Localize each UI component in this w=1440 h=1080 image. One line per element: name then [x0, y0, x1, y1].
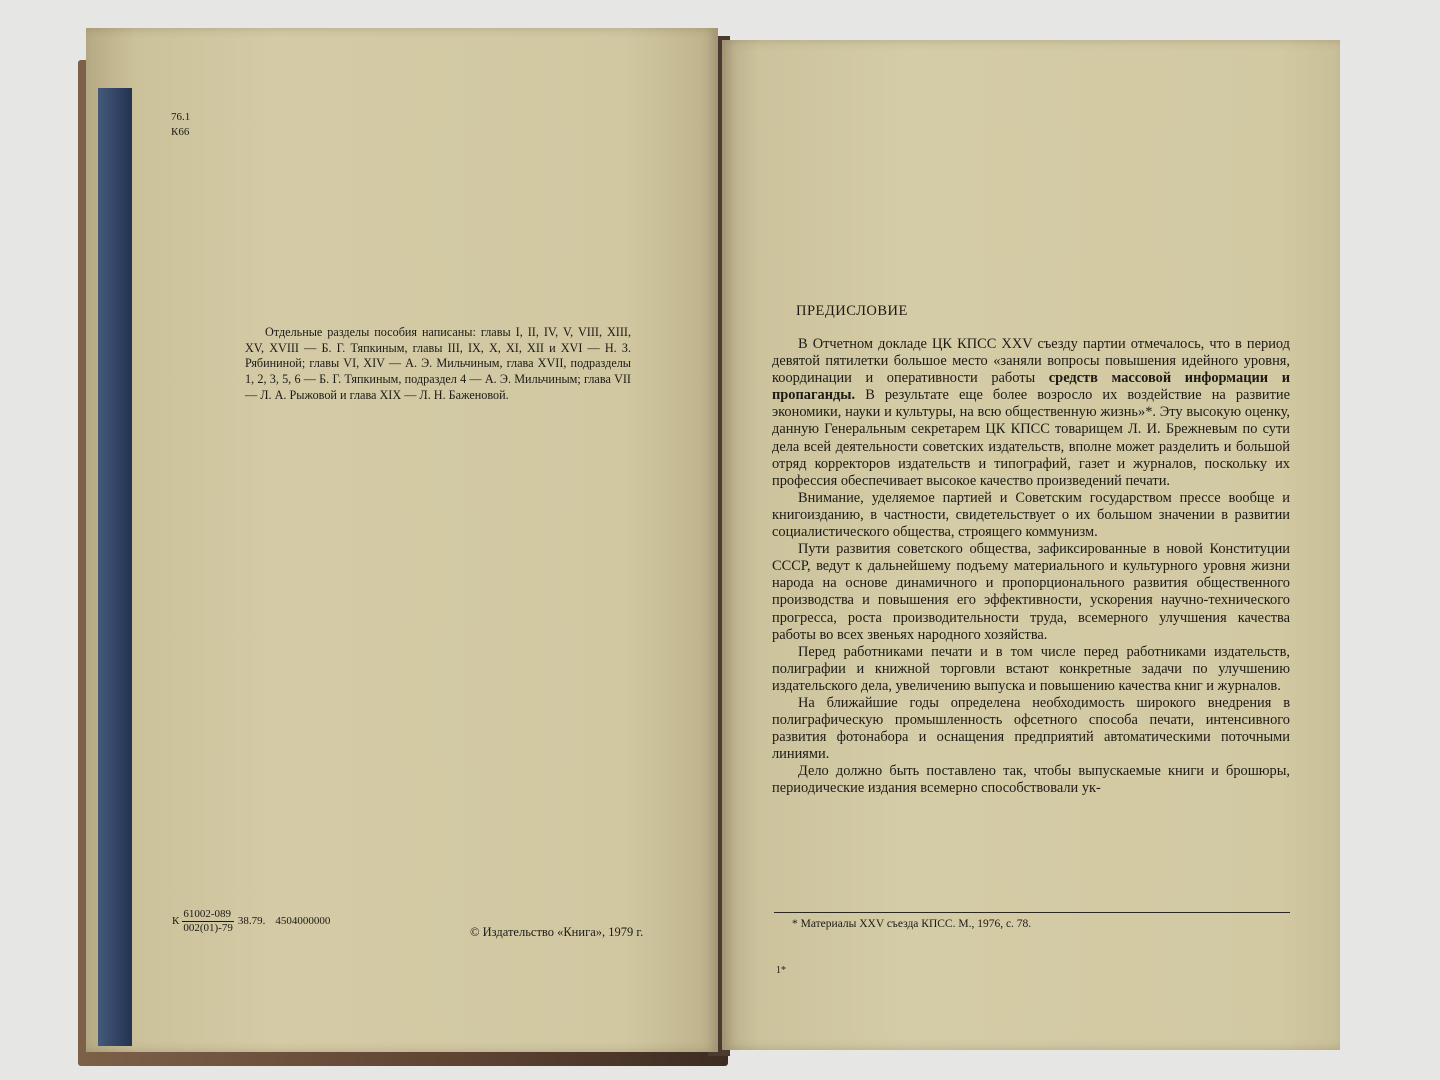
page-title: ПРЕДИСЛОВИЕ	[796, 303, 908, 319]
paragraph: Пути развития советского общества, зафиксированные в новой Конституции СССР, ведут к дальнейшему подъему материального и культурного уровня жизни народа на основе динамичного и пропорционального развития общественного производства и повышения его эффективности, ускорения научно-технического прогресса, роста производительности труда, всемерного улучшения качества работы во всех звеньях народного хозяйства.	[772, 541, 1290, 643]
author-mark: К66	[171, 126, 190, 138]
credits-text: Отдельные разделы пособия написаны: главы I, II, IV, V, VIII, XIII, XV, XVIII — Б. Г. Тяпкиным, главы III, IX, X, XI, XII и XVI — Н. З. Рябининой; главы VI, XIV — А. Э. Мильчиным, глава XVII, подразделы 1, 2, 3, 5, 6 — Б. Г. Тяпкиным, подраздел 4 — А. Э. Мильчиным; глава VII — Л. А. Рыжовой и глава XIX — Л. Н. Баженовой.	[245, 325, 631, 402]
paragraph: Внимание, уделяемое партией и Советским государством прессе вообще и книгоизданию, в частности, свидетельствует о их большом значении в развитии социалистического общества, строящего коммунизм.	[772, 489, 1290, 541]
classification-code: 76.1	[171, 111, 191, 123]
imprint-fraction	[182, 908, 234, 935]
footnote: * Материалы XXV съезда КПСС. М., 1976, с. 78.	[792, 918, 1032, 930]
paragraph: Дело должно быть поставлено так, чтобы выпускаемые книги и брошюры, периодические издания всемерно способствовали ук-	[772, 763, 1290, 797]
imprint-letter: К	[172, 915, 180, 927]
paragraph: На ближайшие годы определена необходимость широкого внедрения в полиграфическую промышленность офсетного способа печати, интенсивного развития фотонабора и оснащения предприятий автоматическими поточными линиями.	[772, 694, 1290, 763]
imprint-code: 4504000000	[275, 915, 331, 927]
paragraph-text: В результате еще более возросло их воздействие на развитие экономики, науки и культуры, на всю общественную жизнь»*. Эту высокую оценку, данную Генеральным секретарем ЦК КПСС товарищем Л. И. Брежневым по сути дела всей деятельности советских издательств, вполне может разделить и большой отряд корректоров издательств и типографий, газет и журналов, поскольку их профессия обеспечивает высокое качество произведений печати.	[772, 387, 1290, 489]
paragraph: Перед работниками печати и в том числе перед работниками издательств, полиграфии и книжной торговли встают конкретные задачи по улучшению издательского дела, увеличению выпуска и повышению качества книг и журналов.	[772, 643, 1290, 694]
preface-body	[772, 336, 1290, 798]
imprint-price-code: 38.79.	[237, 915, 266, 927]
copyright-notice: © Издательство «Книга», 1979 г.	[470, 925, 644, 939]
paragraph-text: В Отчетном докладе ЦК КПСС XXV съезду партии отмечалось, что в период девятой пятилетки большое место «заняли вопросы повышения идейного уровня, координации и оперативности работы	[772, 336, 1290, 387]
footnote-rule	[774, 912, 1290, 913]
signature-mark: 1*	[776, 965, 786, 976]
paragraph	[772, 336, 1290, 490]
left-page	[86, 28, 718, 1052]
imprint-line	[172, 908, 330, 935]
endpaper-strip	[98, 88, 132, 1046]
imprint-denominator: 002(01)-79	[183, 922, 233, 934]
imprint-numerator: 61002-089	[182, 908, 234, 922]
authors-credits	[245, 325, 631, 404]
emphasized-text: средств массовой информации и пропаганды.	[772, 370, 1290, 404]
